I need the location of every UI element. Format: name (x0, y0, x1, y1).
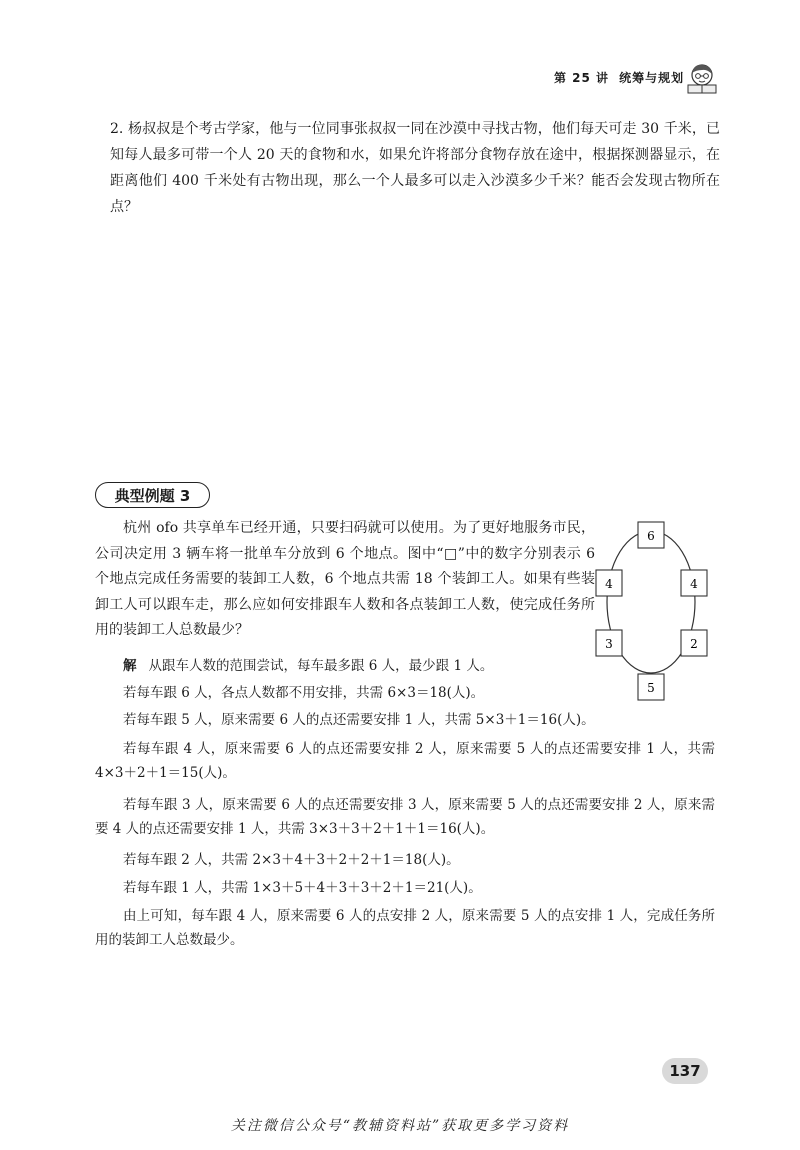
svg-text:4: 4 (690, 577, 698, 591)
solution-line: 若每车跟 2 人，共需 2×3＋4＋3＋2＋2＋1＝18(人)。 (123, 852, 460, 868)
solution-line: 若每车跟 1 人，共需 1×3＋5＋4＋3＋3＋2＋1＝21(人)。 (123, 880, 482, 896)
solution-line: 若每车跟 3 人，原来需要 6 人的点还需要安排 3 人，原来需要 5 人的点还需要安排 2 人，原来需要 4 人的点还需要安排 1 人，共需 3×3＋3＋2＋1＋1＝16(人)。 (95, 797, 715, 837)
example-badge: 典型例题 3 (95, 482, 210, 508)
page-header (540, 62, 720, 92)
footer-note: 关注微信公众号“教辅资料站”获取更多学习资料 (230, 1118, 570, 1134)
solution-line: 由上可知，每车跟 4 人，原来需要 6 人的点安排 2 人，原来需要 5 人的点安排 1 人，完成任务所用的装卸工人总数最少。 (95, 908, 715, 948)
diagram-node (681, 630, 707, 656)
lecture-title: 统筹与规划 (619, 71, 685, 85)
svg-text:5: 5 (647, 681, 655, 695)
diagram-node (638, 674, 664, 700)
solution-line: 解 从跟车人数的范围尝试，每车最多跟 6 人，最少跟 1 人。 (123, 658, 494, 674)
delivery-loop-diagram (592, 516, 717, 706)
svg-text:4: 4 (605, 577, 613, 591)
example-problem-text: 杭州 ofo 共享单车已经开通，只要扫码就可以使用。为了更好地服务市民，公司决定用 3 辆车将一批单车分放到 6 个地点。图中“□”中的数字分别表示 6 个地点完成任务需要的装卸工人数，6 个地点共需 18 个装卸工人。如果有些装卸工人可以跟车走，那么应如何安排跟车人数和各点装卸工人数，使完成任务所用的装卸工人总数最少？ (95, 520, 595, 638)
diagram-node (596, 570, 622, 596)
problem-2-text: 2. 杨叔叔是个考古学家，他与一位同事张叔叔一同在沙漠中寻找古物，他们每天可走 30 千米，已知每人最多可带一个人 20 天的食物和水，如果允许将部分食物存放在途中，根据探测器显示，在距离他们 400 千米处有古物出现，那么一个人最多可以走入沙漠多少千米？能否会发现古物所在点？ (110, 121, 720, 215)
solution-label: 解 (123, 658, 137, 674)
svg-text:2: 2 (690, 637, 698, 651)
diagram-node (638, 522, 664, 548)
diagram-node (596, 630, 622, 656)
student-mascot-icon (680, 62, 720, 94)
svg-text:3: 3 (605, 637, 613, 651)
solution-line: 若每车跟 6 人，各点人数都不用安排，共需 6×3＝18(人)。 (123, 685, 485, 701)
diagram-node (681, 570, 707, 596)
lecture-number: 第 25 讲 (554, 71, 610, 85)
page-number: 137 (662, 1058, 708, 1084)
svg-text:6: 6 (647, 529, 655, 543)
solution-line: 若每车跟 4 人，原来需要 6 人的点还需要安排 2 人，原来需要 5 人的点还需要安排 1 人，共需 4×3＋2＋1＝15(人)。 (95, 741, 715, 781)
solution-line: 若每车跟 5 人，原来需要 6 人的点还需要安排 1 人，共需 5×3＋1＝16(人)。 (123, 712, 595, 728)
